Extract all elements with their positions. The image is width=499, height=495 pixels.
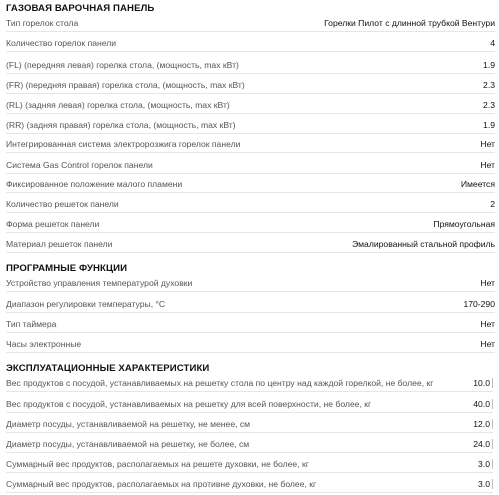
spec-label: Суммарный вес продуктов, располагаемых на противне духовки, не более, кг xyxy=(6,479,317,489)
spec-row xyxy=(6,413,493,433)
spec-label: (FR) (передняя правая) горелка стола, (мощность, max кВт) xyxy=(6,80,245,90)
spec-row xyxy=(6,233,495,253)
spec-label: Количество решеток панели xyxy=(6,199,119,209)
spec-value: 2.3 xyxy=(483,100,495,110)
spec-value: 3.0 xyxy=(478,459,493,469)
spec-value: Нет xyxy=(480,139,495,149)
spec-row xyxy=(6,154,495,174)
spec-row xyxy=(6,393,493,413)
spec-label: Устройство управления температурой духовки xyxy=(6,278,193,288)
spec-row xyxy=(6,193,495,213)
spec-label: Форма решеток панели xyxy=(6,219,100,229)
spec-value: Нет xyxy=(480,339,495,349)
spec-value: Горелки Пилот с длинной трубкой Вентури xyxy=(324,18,495,28)
spec-row xyxy=(6,74,495,94)
spec-value: 40.0 xyxy=(473,399,493,409)
section-title-gas-hob: ГАЗОВАЯ ВАРОЧНАЯ ПАНЕЛЬ xyxy=(6,3,155,14)
spec-row xyxy=(6,94,495,114)
spec-label: (FL) (передняя левая) горелка стола, (мощность, max кВт) xyxy=(6,60,239,70)
spec-value: 2 xyxy=(490,199,495,209)
spec-label: (RL) (задняя левая) горелка стола, (мощность, max кВт) xyxy=(6,100,230,110)
spec-label: Вес продуктов с посудой, устанавливаемых на решетку для всей поверхности, не более, кг xyxy=(6,399,372,409)
spec-label: Диаметр посуды, устанавливаемой на решетку, не менее, см xyxy=(6,419,251,429)
spec-row xyxy=(6,473,493,493)
spec-row xyxy=(6,12,495,32)
spec-label: Фиксированное положение малого пламени xyxy=(6,179,183,189)
spec-row xyxy=(6,173,495,193)
spec-row xyxy=(6,213,495,233)
spec-label: Материал решеток панели xyxy=(6,239,113,249)
spec-value: 3.0 xyxy=(478,479,493,489)
spec-row xyxy=(6,313,495,333)
spec-row xyxy=(6,372,493,392)
spec-row xyxy=(6,114,495,134)
spec-row xyxy=(6,433,493,453)
spec-value: Прямоугольная xyxy=(433,219,495,229)
spec-value: Нет xyxy=(480,319,495,329)
spec-value: Имеется xyxy=(460,179,495,189)
spec-value: 4 xyxy=(490,38,495,48)
spec-label: Диапазон регулировки температуры, °C xyxy=(6,299,166,309)
section-title-operating-characteristics: ЭКСПЛУАТАЦИОННЫЕ ХАРАКТЕРИСТИКИ xyxy=(6,363,210,374)
spec-row xyxy=(6,32,495,52)
spec-row xyxy=(6,293,495,313)
spec-label: Диаметр посуды, устанавливаемой на решетку, не более, см xyxy=(6,439,250,449)
spec-row xyxy=(6,272,495,292)
spec-value: Эмалированный стальной профиль xyxy=(352,239,495,249)
spec-row xyxy=(6,54,495,74)
section-title-program-functions: ПРОГРАМНЫЕ ФУНКЦИИ xyxy=(6,263,128,274)
spec-value: 170-290 xyxy=(463,299,495,309)
spec-value: 10.0 xyxy=(473,378,493,388)
spec-label: Тип горелок стола xyxy=(6,18,79,28)
spec-label: Вес продуктов с посудой, устанавливаемых на решетку стола по центру над каждой горелкой, не более, кг xyxy=(6,378,434,388)
spec-label: Часы электронные xyxy=(6,339,82,349)
spec-label: Интегрированная система электророзжига горелок панели xyxy=(6,139,241,149)
spec-value: Нет xyxy=(480,278,495,288)
spec-label: Суммарный вес продуктов, располагаемых на решете духовки, не более, кг xyxy=(6,459,309,469)
spec-value: 1.9 xyxy=(483,120,495,130)
spec-value: 2.3 xyxy=(483,80,495,90)
spec-value: 1.9 xyxy=(483,60,495,70)
spec-label: Количество горелок панели xyxy=(6,38,117,48)
spec-label: Тип таймера xyxy=(6,319,57,329)
spec-value: 12.0 xyxy=(473,419,493,429)
spec-row xyxy=(6,453,493,473)
spec-row xyxy=(6,133,495,153)
spec-row xyxy=(6,333,495,353)
spec-label: Система Gas Control горелок панели xyxy=(6,160,153,170)
spec-value: Нет xyxy=(480,160,495,170)
spec-label: (RR) (задняя правая) горелка стола, (мощность, max кВт) xyxy=(6,120,236,130)
spec-value: 24.0 xyxy=(473,439,493,449)
